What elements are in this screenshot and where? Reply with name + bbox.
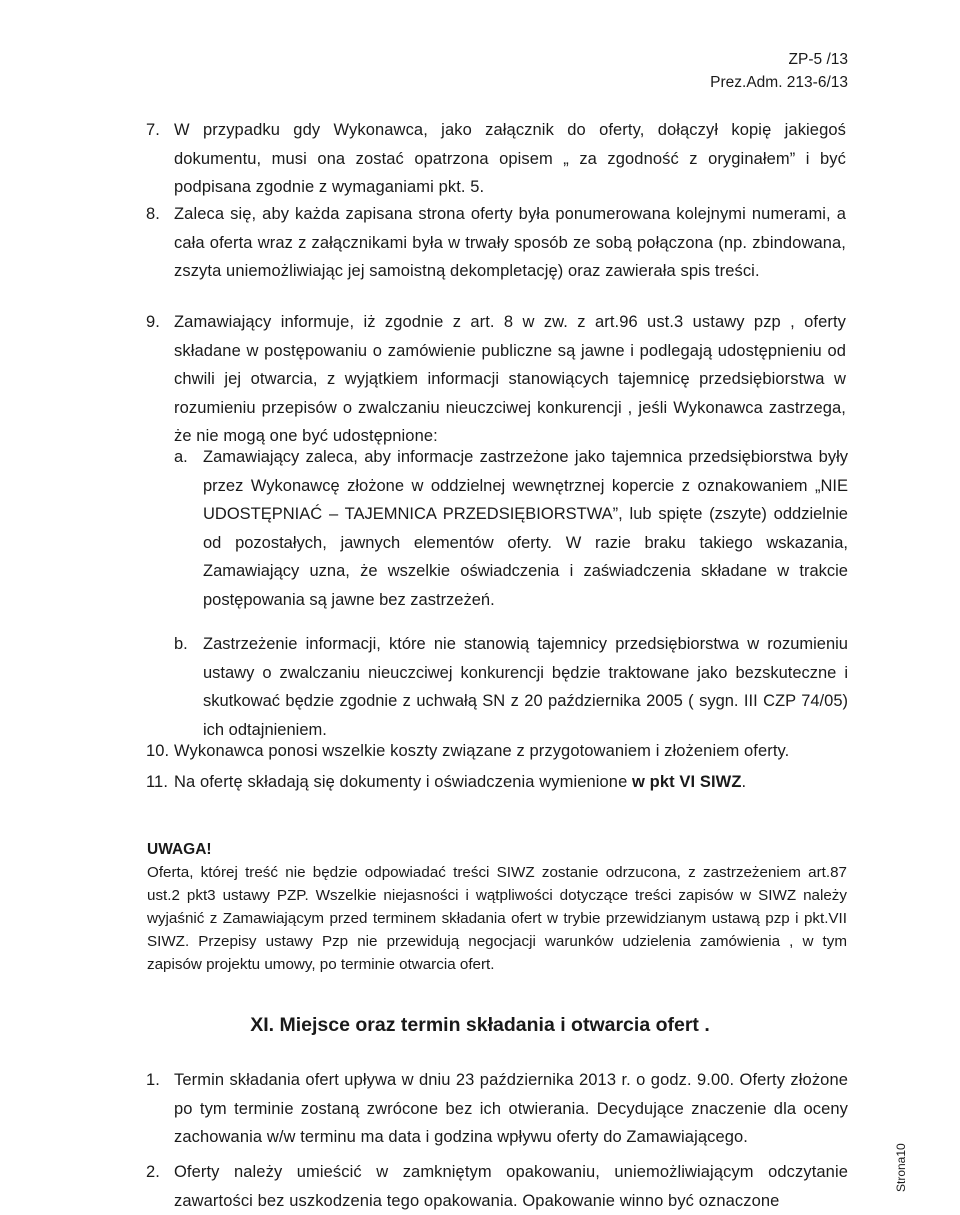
notice-title: UWAGA! <box>147 841 212 858</box>
notice-text: Oferta, której treść nie będzie odpowiadać treści SIWZ zostanie odrzucona, z zastrzeżeniem art.87 ust.2 pkt3 ustawy PZP. Wszelkie niejasności i wątpliwości dotyczące treści zapisów w SIWZ należy wyjaśnić z Zamawiającym przed terminem składania ofert w trybie przewidzianym ustawą pzp i pkt.VII SIWZ. Przepisy ustawy Pzp nie przewidują negocjacji warunków udzielenia zamówienia , w tym zapisów projektu umowy, po terminie otwarcia ofert. <box>147 864 847 973</box>
list-item-number: 1. <box>146 1071 160 1089</box>
sub-item-a <box>174 443 848 615</box>
list-item-text: Zamawiający informuje, iż zgodnie z art. 8 w zw. z art.96 ust.3 ustawy pzp , oferty składane w postępowaniu o zamówienie publiczne są jawne i podlegają udostępnieniu od chwili jej otwarcia, z wyjątkiem informacji stanowiących tajemnicę przedsiębiorstwa w rozumieniu przepisów o zwalczaniu nieuczciwej konkurencji , jeśli Wykonawca zastrzega, że nie mogą one być udostępnione: <box>174 313 846 446</box>
list-item-text: Termin składania ofert upływa w dniu 23 października 2013 r. o godz. 9.00. Oferty złożone po tym terminie zostaną zwrócone bez ich otwierania. Decydujące znaczenie dla oceny zachowania w/w terminu ma data i godzina wpływu oferty do Zamawiającego. <box>174 1071 848 1147</box>
sub-item-letter: a. <box>174 448 188 466</box>
list-item-8 <box>146 200 846 286</box>
document-header <box>710 48 848 94</box>
list-item-number: 7. <box>146 121 160 139</box>
list-item-10 <box>146 737 846 766</box>
list-item-text-plain: Na ofertę składają się dokumenty i oświadczenia wymienione <box>174 773 633 791</box>
sub-item-text: Zamawiający zaleca, aby informacje zastrzeżone jako tajemnica przedsiębiorstwa były przez Wykonawcę złożone w oddzielnej wewnętrznej kopercie z oznakowaniem „NIE UDOSTĘPNIAĆ – TAJEMNICA PRZEDSIĘBIORSTWA”, lub spięte (zszyte) oddzielnie od pozostałych, jawnych elementów oferty. W razie braku takiego wskazania, Zamawiający uzna, że wszelkie oświadczenia i zaświadczenia składane w trakcie postępowania są jawne bez zastrzeżeń. <box>203 448 848 609</box>
list-item-number: 8. <box>146 205 160 223</box>
list-item-text-end: . <box>741 773 747 791</box>
list-item-text: Wykonawca ponosi wszelkie koszty związane z przygotowaniem i złożeniem oferty. <box>174 742 790 760</box>
list-item-text <box>174 768 846 797</box>
notice-block <box>147 838 847 976</box>
header-reference-line1: ZP-5 /13 <box>788 51 848 68</box>
list-item-7 <box>146 116 846 202</box>
sub-item-letter: b. <box>174 635 188 653</box>
page-number-label: Strona10 <box>894 1143 908 1193</box>
list-item-number: 9. <box>146 313 160 331</box>
section-list-item-2 <box>146 1158 848 1215</box>
section-list-item-1 <box>146 1066 848 1152</box>
list-item-number: 2. <box>146 1163 160 1181</box>
section-heading: XI. Miejsce oraz termin składania i otwarcia ofert . <box>250 1014 710 1036</box>
list-item-text: W przypadku gdy Wykonawca, jako załącznik do oferty, dołączył kopię jakiegoś dokumentu, musi ona zostać opatrzona opisem „ za zgodność z oryginałem” i być podpisana zgodnie z wymaganiami pkt. 5. <box>174 121 846 197</box>
list-item-text: Zaleca się, aby każda zapisana strona oferty była ponumerowana kolejnymi numerami, a cała oferta wraz z załącznikami była w trwały sposób ze sobą połączona (np. zbindowana, zszyta uniemożliwiając jej samoistną dekompletację) oraz zawierała spis treści. <box>174 205 846 281</box>
list-item-number: 11. <box>146 773 169 791</box>
sub-item-b <box>174 630 848 744</box>
sub-item-text: Zastrzeżenie informacji, które nie stanowią tajemnicy przedsiębiorstwa w rozumieniu ustawy o zwalczaniu nieuczciwej konkurencji będzie traktowane jako bezskuteczne i skutkować będzie zgodnie z uchwałą SN z 20 października 2005 ( sygn. III CZP 74/05) ich odtajnieniem. <box>203 635 848 739</box>
list-item-number: 10. <box>146 742 170 760</box>
list-item-text-bold: w pkt VI SIWZ <box>632 773 742 791</box>
list-item-text: Oferty należy umieścić w zamkniętym opakowaniu, uniemożliwiającym odczytanie zawartości bez uszkodzenia tego opakowania. Opakowanie winno być oznaczone <box>174 1163 848 1210</box>
header-reference-line2: Prez.Adm. 213-6/13 <box>710 74 848 91</box>
list-item-9 <box>146 308 846 451</box>
list-item-11 <box>146 768 846 797</box>
